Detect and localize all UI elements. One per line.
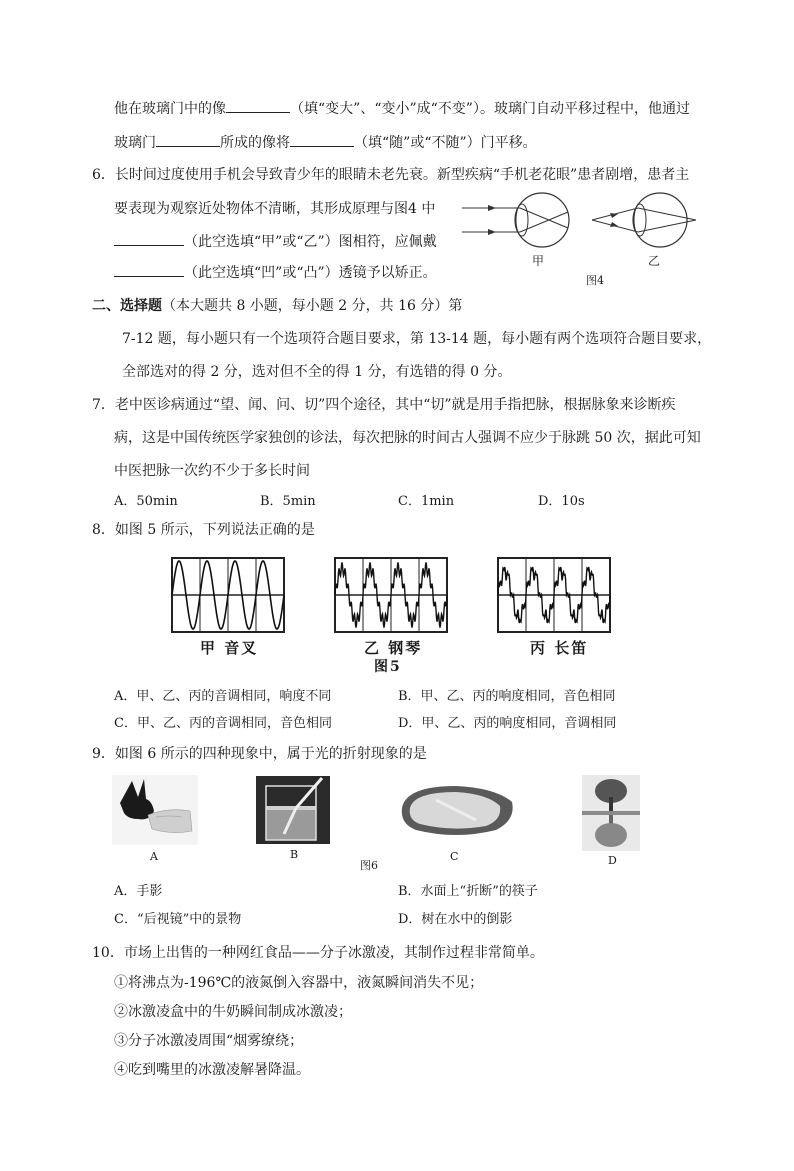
q5-text: 他在玻璃门中的像 bbox=[114, 101, 226, 117]
answer-blank[interactable] bbox=[114, 231, 184, 246]
q8-option-d[interactable]: D．甲、乙、丙的响度相同，音调相同 bbox=[398, 716, 617, 731]
answer-blank[interactable] bbox=[290, 132, 354, 147]
answer-blank[interactable] bbox=[156, 132, 220, 147]
wave-label-piano: 乙 钢琴 bbox=[364, 639, 423, 657]
q7-option-b[interactable]: B．5min bbox=[260, 494, 316, 509]
q10-item-2: ②冰激凌盒中的牛奶瞬间制成冰激凌； bbox=[114, 1004, 352, 1020]
photo-hand-shadow bbox=[112, 775, 198, 845]
fig4-label-jia: 甲 bbox=[532, 254, 545, 268]
q6-text: （此空选填“甲”或“乙”）图相符，应佩戴 bbox=[184, 234, 437, 250]
q6-line2: 要表现为观察近处物体不清晰，其形成原理与图4 中 bbox=[114, 201, 436, 217]
q10-line1: 10．市场上出售的一种网红食品——分子冰激凌，其制作过程非常简单。 bbox=[92, 945, 544, 961]
q5-text: （填“随”或“不随”）门平移。 bbox=[354, 135, 537, 151]
fig4-caption: 图4 bbox=[586, 274, 604, 287]
q8-option-c[interactable]: C．甲、乙、丙的音调相同，音色相同 bbox=[114, 716, 332, 731]
figure-4-eye-diagrams bbox=[460, 188, 700, 258]
q9-option-c[interactable]: C．“后视镜”中的景物 bbox=[114, 912, 242, 927]
photo-label-a: A bbox=[150, 850, 158, 863]
answer-blank[interactable] bbox=[114, 262, 184, 277]
q5-line1 bbox=[114, 98, 690, 119]
fig4-label-yi: 乙 bbox=[648, 254, 661, 268]
wave-label-tuning-fork: 甲 音叉 bbox=[200, 639, 259, 657]
answer-blank[interactable] bbox=[226, 98, 290, 113]
q7-line3: 中医把脉一次约不少于多长时间 bbox=[114, 463, 310, 479]
q6-line4 bbox=[114, 262, 437, 283]
eye-diagrams-svg bbox=[460, 188, 700, 258]
q5-text: （填“变大”、“变小”成“不变”）。玻璃门自动平移过程中，他通过 bbox=[290, 101, 690, 117]
photo-label-c: C bbox=[450, 850, 459, 863]
q9-option-d[interactable]: D．树在水中的倒影 bbox=[398, 912, 513, 927]
section2-desc: （本大题共 8 小题，每小题 2 分，共 16 分）第 bbox=[162, 298, 463, 314]
fig6-caption: 图6 bbox=[360, 859, 378, 872]
section2-header bbox=[92, 296, 462, 316]
photo-rear-mirror bbox=[396, 780, 518, 842]
q5-text: 所成的像将 bbox=[220, 135, 290, 151]
figure-5-waveforms bbox=[170, 556, 612, 634]
q8-option-b[interactable]: B．甲、乙、丙的响度相同，音色相同 bbox=[398, 689, 616, 704]
q7-line1: 7．老中医诊病通过“望、闻、问、切”四个途径，其中“切”就是用手指把脉，根据脉象来诊断疾 bbox=[92, 397, 676, 413]
q7-option-d[interactable]: D．10s bbox=[538, 494, 585, 509]
q7-option-c[interactable]: C．1min bbox=[398, 494, 455, 509]
q7-line2: 病，这是中国传统医学家独创的诊法，每次把脉的时间古人强调不应少于脉跳 50 次，据此可知 bbox=[114, 430, 701, 446]
section2-desc3: 全部选对的得 2 分，选对但不全的得 1 分，有选错的得 0 分。 bbox=[122, 364, 512, 380]
section2-desc2: 7-12 题，每小题只有一个选项符合题目要求，第 13-14 题，每小题有两个选项符合题目要求， bbox=[122, 331, 712, 347]
waveforms-svg bbox=[170, 556, 612, 634]
section2-title: 二、选择题 bbox=[92, 298, 162, 314]
q9-option-a[interactable]: A．手影 bbox=[114, 884, 163, 899]
q9-option-b[interactable]: B．水面上“折断”的筷子 bbox=[398, 884, 538, 899]
q6-line1: 6．长时间过度使用手机会导致青少年的眼睛未老先衰。新型疾病“手机老花眼”患者剧增，患者主 bbox=[92, 167, 690, 183]
q8-option-a[interactable]: A．甲、乙、丙的音调相同，响度不同 bbox=[114, 689, 332, 704]
q6-text: （此空选填“凹”或“凸”）透镜予以矫正。 bbox=[184, 265, 437, 281]
q10-item-3: ③分子冰激凌周围“烟雾缭绕； bbox=[114, 1033, 304, 1049]
q5-text: 玻璃门 bbox=[114, 135, 156, 151]
q10-item-4: ④吃到嘴里的冰激凌解暑降温。 bbox=[114, 1062, 310, 1078]
photo-bent-chopstick bbox=[256, 776, 330, 844]
photo-tree-reflection bbox=[582, 775, 640, 851]
photo-label-d: D bbox=[608, 854, 617, 867]
q7-option-a[interactable]: A．50min bbox=[114, 494, 178, 509]
wave-label-flute: 丙 长笛 bbox=[530, 639, 589, 657]
q6-line3 bbox=[114, 231, 437, 252]
q5-line2 bbox=[114, 132, 537, 153]
fig5-caption: 图5 bbox=[374, 659, 402, 675]
q10-item-1: ①将沸点为-196℃的液氮倒入容器中，液氮瞬间消失不见； bbox=[114, 975, 484, 991]
q9-line1: 9．如图 6 所示的四种现象中，属于光的折射现象的是 bbox=[92, 746, 427, 762]
q8-line1: 8．如图 5 所示，下列说法正确的是 bbox=[92, 522, 315, 538]
photo-label-b: B bbox=[290, 848, 299, 861]
